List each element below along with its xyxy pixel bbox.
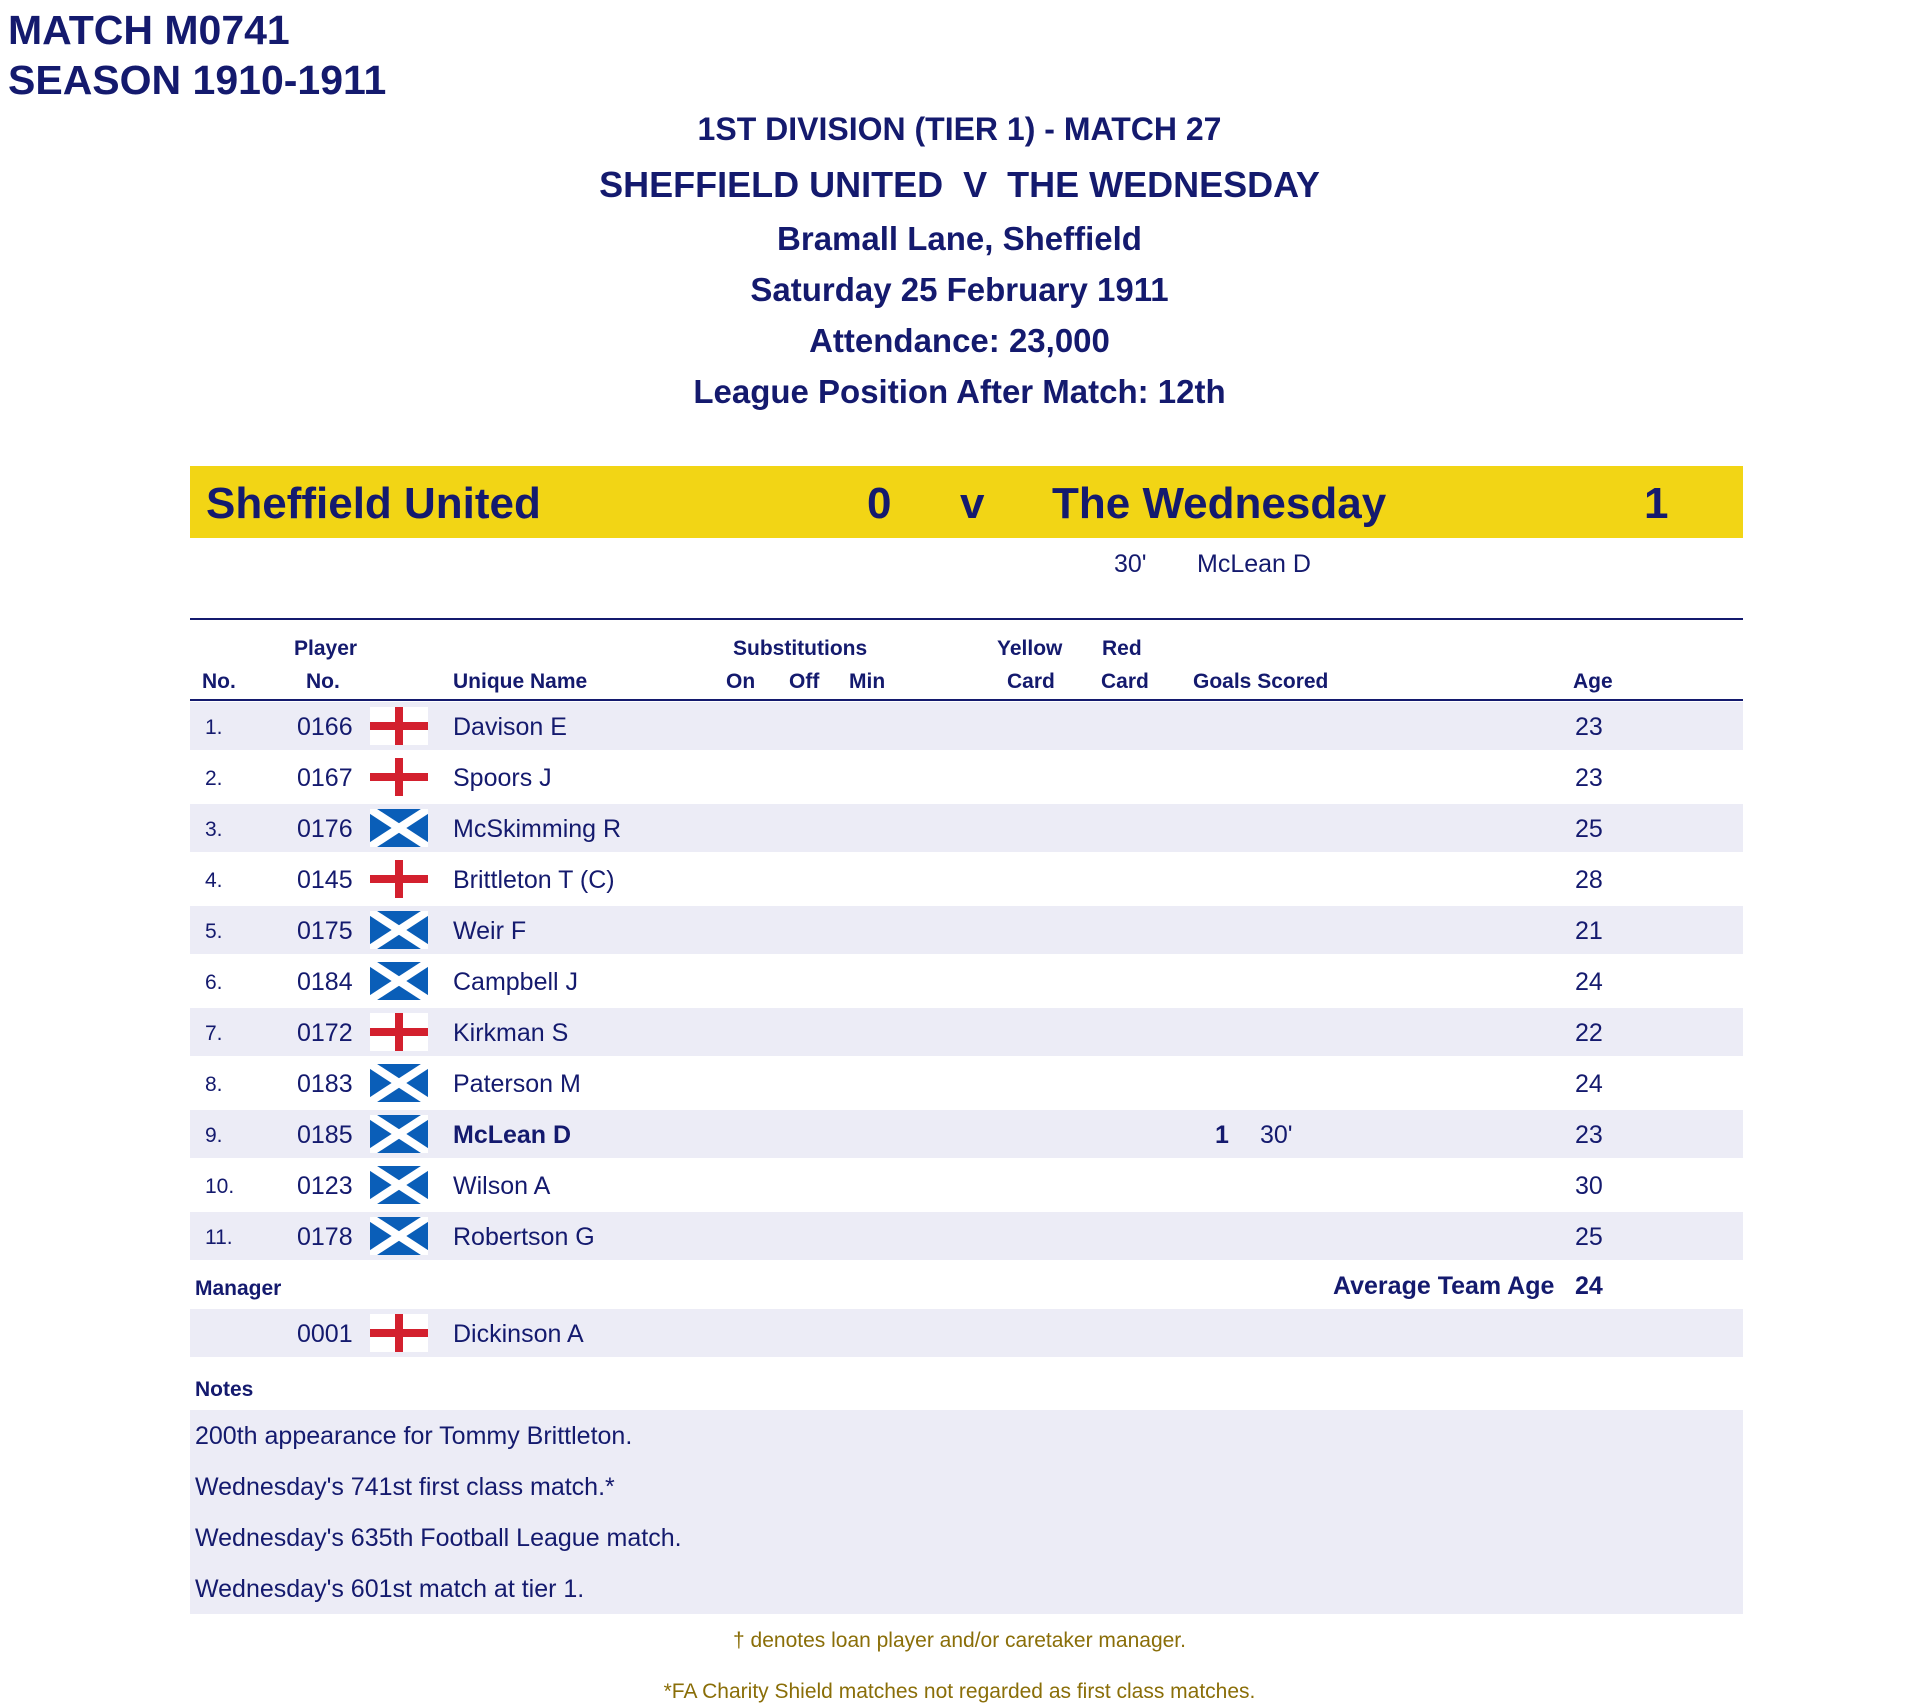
versus: v [960, 479, 985, 528]
match-date: Saturday 25 February 1911 [750, 271, 1169, 308]
manager-label: Manager [195, 1277, 282, 1300]
player-age: 24 [1575, 1070, 1603, 1098]
away-goal-scorer: McLean D [1197, 550, 1311, 578]
header-goals-scored: Goals Scored [1193, 670, 1329, 693]
player-name: McSkimming R [453, 815, 622, 843]
player-name: Kirkman S [453, 1019, 569, 1047]
goals-count: 1 [1215, 1121, 1229, 1149]
header-age: Age [1573, 670, 1613, 693]
row-number: 3. [205, 818, 223, 841]
player-number: 0175 [297, 917, 353, 945]
player-name: Campbell J [453, 968, 579, 996]
venue: Bramall Lane, Sheffield [777, 220, 1142, 257]
divider [190, 699, 1743, 701]
player-age: 30 [1575, 1172, 1603, 1200]
average-age-label: Average Team Age [1333, 1272, 1555, 1300]
header-no: No. [202, 670, 236, 693]
player-name: Brittleton T (C) [453, 866, 615, 894]
player-age: 22 [1575, 1019, 1603, 1047]
player-number: 0167 [297, 764, 353, 792]
player-age: 28 [1575, 866, 1603, 894]
table-row [190, 906, 1743, 954]
player-number: 0123 [297, 1172, 353, 1200]
header-player-no: No. [306, 670, 340, 693]
england-flag-icon [370, 1314, 428, 1352]
player-number: 0145 [297, 866, 353, 894]
away-goal-minute: 30' [1114, 550, 1147, 578]
player-name: McLean D [453, 1121, 572, 1149]
scotland-flag-icon [370, 1217, 428, 1255]
player-number: 0185 [297, 1121, 353, 1149]
player-number: 0178 [297, 1223, 353, 1251]
row-number: 9. [205, 1124, 223, 1147]
league-position: League Position After Match: 12th [693, 373, 1226, 410]
player-age: 21 [1575, 917, 1603, 945]
header-yellow: Yellow [997, 637, 1063, 660]
player-age: 23 [1575, 764, 1603, 792]
row-number: 2. [205, 767, 223, 790]
england-flag-icon [370, 758, 428, 796]
competition: 1ST DIVISION (TIER 1) - MATCH 27 [697, 111, 1222, 147]
note-item: Wednesday's 635th Football League match. [190, 1512, 1743, 1563]
player-name: Wilson A [453, 1172, 551, 1200]
home-score: 0 [867, 479, 892, 528]
player-number: 0184 [297, 968, 353, 996]
table-row [190, 1110, 1743, 1158]
scotland-flag-icon [370, 962, 428, 1000]
average-age-value: 24 [1575, 1272, 1603, 1300]
england-flag-icon [370, 860, 428, 898]
table-row [190, 753, 1743, 801]
footnote-loan: † denotes loan player and/or caretaker manager. [733, 1629, 1186, 1652]
table-row [190, 804, 1743, 852]
note-item: Wednesday's 741st first class match.* [190, 1461, 1743, 1512]
home-team: Sheffield United [206, 479, 541, 528]
table-row [190, 702, 1743, 750]
table-row [190, 1059, 1743, 1107]
away-team: The Wednesday [1052, 479, 1387, 528]
scotland-flag-icon [370, 1115, 428, 1153]
header-on: On [726, 670, 756, 693]
table-row [190, 1212, 1743, 1260]
header-red-card: Card [1101, 670, 1149, 693]
header-min: Min [849, 670, 886, 693]
goal-minute: 30' [1260, 1121, 1293, 1149]
player-age: 23 [1575, 713, 1603, 741]
row-number: 7. [205, 1022, 223, 1045]
header-substitutions: Substitutions [733, 637, 868, 660]
row-number: 8. [205, 1073, 223, 1096]
score-bar [190, 466, 1743, 538]
player-number: 0183 [297, 1070, 353, 1098]
scotland-flag-icon [370, 1166, 428, 1204]
player-name: Davison E [453, 713, 567, 741]
row-number: 11. [205, 1226, 233, 1249]
player-name: Robertson G [453, 1223, 595, 1251]
row-number: 5. [205, 920, 223, 943]
notes-label: Notes [195, 1378, 254, 1401]
note-item: 200th appearance for Tommy Brittleton. [190, 1410, 1743, 1461]
player-number: 0166 [297, 713, 353, 741]
header-off: Off [789, 670, 820, 693]
manager-name: Dickinson A [453, 1320, 584, 1348]
table-row [190, 1161, 1743, 1209]
table-row [190, 957, 1743, 1005]
player-age: 25 [1575, 1223, 1603, 1251]
attendance: Attendance: 23,000 [809, 322, 1110, 359]
header-yellow-card: Card [1007, 670, 1055, 693]
header-player: Player [294, 637, 358, 660]
header-red: Red [1102, 637, 1142, 660]
player-number: 0176 [297, 815, 353, 843]
season: SEASON 1910-1911 [8, 57, 387, 103]
header-unique-name: Unique Name [453, 670, 588, 693]
away-score: 1 [1644, 479, 1669, 528]
player-name: Weir F [453, 917, 527, 945]
match-id: MATCH M0741 [8, 7, 290, 53]
manager-row [190, 1309, 1743, 1357]
fixture-title: SHEFFIELD UNITED V THE WEDNESDAY [599, 164, 1320, 205]
scotland-flag-icon [370, 1064, 428, 1102]
row-number: 10. [205, 1175, 235, 1198]
note-item: Wednesday's 601st match at tier 1. [190, 1563, 1743, 1614]
row-number: 4. [205, 869, 223, 892]
player-name: Paterson M [453, 1070, 581, 1098]
divider [190, 618, 1743, 620]
row-number: 6. [205, 971, 223, 994]
manager-player-no: 0001 [297, 1320, 353, 1348]
player-number: 0172 [297, 1019, 353, 1047]
player-name: Spoors J [453, 764, 552, 792]
player-age: 25 [1575, 815, 1603, 843]
table-row [190, 1008, 1743, 1056]
row-number: 1. [205, 716, 223, 739]
england-flag-icon [370, 1013, 428, 1051]
footnote-charity-shield: *FA Charity Shield matches not regarded as first class matches. [663, 1680, 1256, 1703]
scotland-flag-icon [370, 809, 428, 847]
player-age: 23 [1575, 1121, 1603, 1149]
table-row [190, 855, 1743, 903]
england-flag-icon [370, 707, 428, 745]
player-age: 24 [1575, 968, 1603, 996]
scotland-flag-icon [370, 911, 428, 949]
